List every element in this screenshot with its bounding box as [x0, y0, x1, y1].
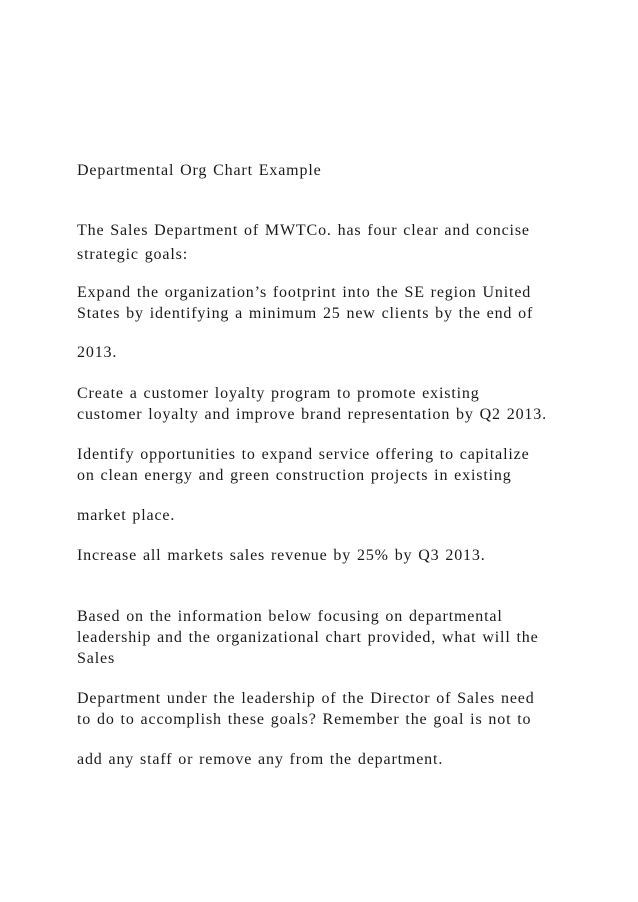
intro-line-2: strategic goals: — [77, 246, 189, 263]
goal-1-line-3: 2013. — [77, 344, 118, 361]
goal-3-line-1: Identify opportunities to expand service offering to capitalize — [77, 446, 530, 463]
question-line-6: add any staff or remove any from the department. — [77, 751, 444, 768]
document-title: Departmental Org Chart Example — [77, 162, 322, 179]
goal-3-line-2: on clean energy and green construction projects in existing — [77, 467, 512, 484]
goal-4-line-1: Increase all markets sales revenue by 25% by Q3 2013. — [77, 547, 486, 564]
question-line-2: leadership and the organizational chart provided, what will the — [77, 629, 539, 646]
question-line-4: Department under the leadership of the Director of Sales need — [77, 690, 535, 707]
goal-1-line-1: Expand the organization’s footprint into the SE region United — [77, 284, 532, 301]
question-line-3: Sales — [77, 650, 116, 667]
goal-2-line-1: Create a customer loyalty program to promote existing — [77, 385, 480, 402]
goal-2-line-2: customer loyalty and improve brand representation by Q2 2013. — [77, 406, 547, 423]
goal-3-line-3: market place. — [77, 507, 176, 524]
question-line-1: Based on the information below focusing on departmental — [77, 608, 503, 625]
question-line-5: to do to accomplish these goals? Remember the goal is not to — [77, 711, 532, 728]
goal-1-line-2: States by identifying a minimum 25 new clients by the end of — [77, 305, 534, 322]
intro-line-1: The Sales Department of MWTCo. has four clear and concise — [77, 222, 530, 239]
